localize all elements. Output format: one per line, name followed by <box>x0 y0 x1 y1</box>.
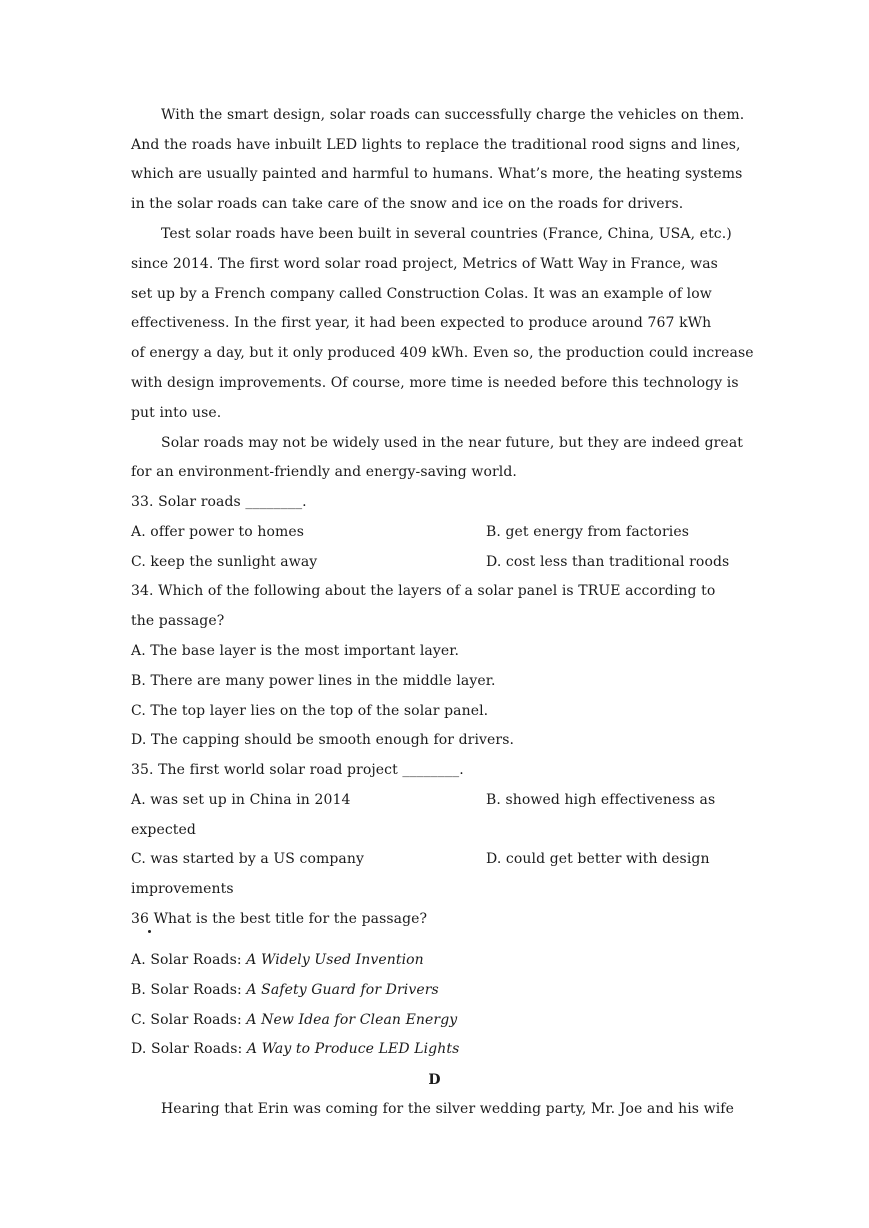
passage-line: Hearing that Erin was coming for the silver wedding party, Mr. Joe and his wife <box>161 1101 734 1117</box>
passage-line: With the smart design, solar roads can successfully charge the vehicles on them. <box>161 107 745 123</box>
passage-line: And the roads have inbuilt LED lights to replace the traditional rood signs and lines, <box>131 137 741 153</box>
question-35-option-b: B. showed high effectiveness as <box>486 792 716 808</box>
question-33-stem: 33. Solar roads ________. <box>131 494 307 510</box>
question-36-option-a: A. Solar Roads: A Widely Used Invention <box>131 952 424 968</box>
passage-line: put into use. <box>131 405 222 421</box>
passage-line: effectiveness. In the first year, it had been expected to produce around 767 kWh <box>131 315 712 331</box>
question-35-option-d-cont: improvements <box>131 881 234 897</box>
passage-line: set up by a French company called Construction Colas. It was an example of low <box>131 286 712 302</box>
question-33-option-a: A. offer power to homes <box>131 524 305 540</box>
question-33-option-d: D. cost less than traditional roods <box>486 554 730 570</box>
question-36-option-c: C. Solar Roads: A New Idea for Clean Energy <box>131 1012 458 1028</box>
passage-line: which are usually painted and harmful to humans. What’s more, the heating systems <box>131 166 743 182</box>
passage-line: of energy a day, but it only produced 409 kWh. Even so, the production could increase <box>131 345 754 361</box>
question-34-stem-cont: the passage? <box>131 613 225 629</box>
question-35-option-b-cont: expected <box>131 822 196 838</box>
question-33-option-b: B. get energy from factories <box>486 524 690 540</box>
passage-d-heading: D <box>428 1072 441 1088</box>
question-34-option-c: C. The top layer lies on the top of the solar panel. <box>131 703 489 719</box>
question-36-stem: 36 What is the best title for the passage? <box>131 911 428 927</box>
question-34-option-a: A. The base layer is the most important layer. <box>131 643 460 659</box>
question-34-option-d: D. The capping should be smooth enough for drivers. <box>131 732 515 748</box>
passage-line: since 2014. The first word solar road project, Metrics of Watt Way in France, was <box>131 256 718 272</box>
passage-line: Test solar roads have been built in several countries (France, China, USA, etc.) <box>161 226 732 242</box>
stray-dot-mark <box>148 930 151 933</box>
question-34-option-b: B. There are many power lines in the middle layer. <box>131 673 496 689</box>
question-35-stem: 35. The first world solar road project ________. <box>131 762 464 778</box>
question-33-option-c: C. keep the sunlight away <box>131 554 318 570</box>
passage-line: in the solar roads can take care of the snow and ice on the roads for drivers. <box>131 196 684 212</box>
passage-line: for an environment-friendly and energy-saving world. <box>131 464 517 480</box>
question-35-option-a: A. was set up in China in 2014 <box>131 792 351 808</box>
question-34-stem: 34. Which of the following about the layers of a solar panel is TRUE according to <box>131 583 716 599</box>
passage-line: Solar roads may not be widely used in the near future, but they are indeed great <box>161 435 743 451</box>
passage-line: with design improvements. Of course, more time is needed before this technology is <box>131 375 739 391</box>
question-35-option-d: D. could get better with design <box>486 851 710 867</box>
question-35-option-c: C. was started by a US company <box>131 851 364 867</box>
question-36-option-d: D. Solar Roads: A Way to Produce LED Lights <box>131 1041 460 1057</box>
question-36-option-b: B. Solar Roads: A Safety Guard for Drivers <box>131 982 439 998</box>
